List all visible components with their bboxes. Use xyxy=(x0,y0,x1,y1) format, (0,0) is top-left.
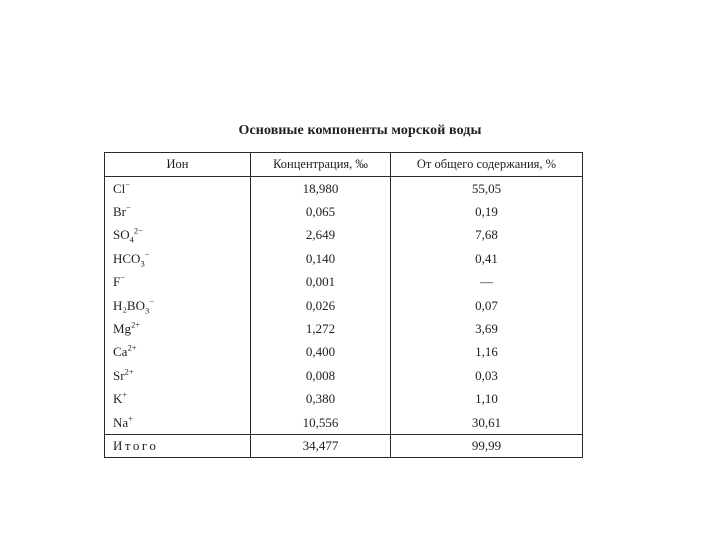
header-concentration: Концентрация, ‰ xyxy=(251,153,391,177)
concentration-cell: 0,001 xyxy=(251,271,391,294)
ion-symbol: Mg xyxy=(113,321,132,337)
table-row xyxy=(105,364,583,387)
ion-cell xyxy=(105,317,251,340)
ion-symbol: H₂BO xyxy=(113,297,145,313)
ion-charge: − xyxy=(126,202,131,213)
total-percent: 99,99 xyxy=(391,435,583,458)
table-row xyxy=(105,388,583,411)
percent-cell: 30,61 xyxy=(391,411,583,435)
header-percent: От общего содержания, % xyxy=(391,153,583,177)
ion-symbol: K xyxy=(113,391,123,407)
concentration-cell: 0,400 xyxy=(251,341,391,364)
table-row xyxy=(105,317,583,340)
concentration-cell: 18,980 xyxy=(251,177,391,201)
ion-charge: − xyxy=(120,272,126,283)
percent-cell: 3,69 xyxy=(391,317,583,340)
ion-symbol: Br xyxy=(113,204,126,220)
table-row xyxy=(105,271,583,294)
ion-cell xyxy=(105,200,251,223)
header-ion: Ион xyxy=(105,153,251,177)
table-row xyxy=(105,224,583,247)
ion-charge: − xyxy=(144,249,150,260)
concentration-cell: 0,065 xyxy=(251,200,391,223)
ion-cell xyxy=(105,271,251,294)
ion-charge: 2− xyxy=(133,226,143,237)
concentration-cell: 1,272 xyxy=(251,317,391,340)
table-title: Основные компоненты морской воды xyxy=(238,123,482,138)
table-row xyxy=(105,294,583,317)
concentration-cell: 0,008 xyxy=(251,364,391,387)
percent-cell: 0,41 xyxy=(391,247,583,270)
ion-charge: + xyxy=(128,413,133,424)
concentration-cell: 0,380 xyxy=(251,388,391,411)
ion-symbol: SO xyxy=(113,227,130,243)
ion-symbol: HCO xyxy=(113,250,141,266)
ion-charge: − xyxy=(125,179,131,190)
percent-cell: 1,10 xyxy=(391,388,583,411)
ion-cell xyxy=(105,411,251,435)
ion-symbol: Ca xyxy=(113,344,128,360)
ion-cell xyxy=(105,247,251,270)
ion-symbol: F xyxy=(113,274,121,290)
ion-symbol: Sr xyxy=(113,367,125,383)
table-row xyxy=(105,247,583,270)
ion-charge: 2+ xyxy=(131,319,141,330)
percent-cell: 0,19 xyxy=(391,200,583,223)
ion-subscript: 3 xyxy=(140,258,145,269)
concentration-cell: 0,026 xyxy=(251,294,391,317)
percent-cell: 55,05 xyxy=(391,177,583,201)
table-row xyxy=(105,411,583,435)
header-row xyxy=(105,153,583,177)
ion-symbol: Na xyxy=(113,414,129,430)
ion-subscript: 4 xyxy=(129,235,134,246)
ion-cell xyxy=(105,364,251,387)
ion-cell xyxy=(105,177,251,201)
table-row xyxy=(105,177,583,201)
ion-cell xyxy=(105,388,251,411)
ion-symbol: Cl xyxy=(113,180,126,196)
percent-cell: 0,03 xyxy=(391,364,583,387)
concentration-cell: 0,140 xyxy=(251,247,391,270)
ion-cell xyxy=(105,341,251,364)
ion-charge: 2+ xyxy=(127,343,137,354)
table-row xyxy=(105,200,583,223)
percent-cell: — xyxy=(391,271,583,294)
concentration-cell: 2,649 xyxy=(251,224,391,247)
ion-charge: + xyxy=(122,389,128,400)
total-label: Итого xyxy=(105,435,251,458)
total-concentration: 34,477 xyxy=(251,435,391,458)
ion-cell xyxy=(105,294,251,317)
seawater-components-table xyxy=(104,152,583,458)
table-row xyxy=(105,341,583,364)
ion-charge: 2+ xyxy=(124,366,134,377)
ion-subscript: 3 xyxy=(144,305,150,316)
percent-cell: 1,16 xyxy=(391,341,583,364)
percent-cell: 7,68 xyxy=(391,224,583,247)
ion-cell xyxy=(105,224,251,247)
total-row xyxy=(105,435,583,458)
concentration-cell: 10,556 xyxy=(251,411,391,435)
ion-charge: − xyxy=(149,296,155,307)
percent-cell: 0,07 xyxy=(391,294,583,317)
